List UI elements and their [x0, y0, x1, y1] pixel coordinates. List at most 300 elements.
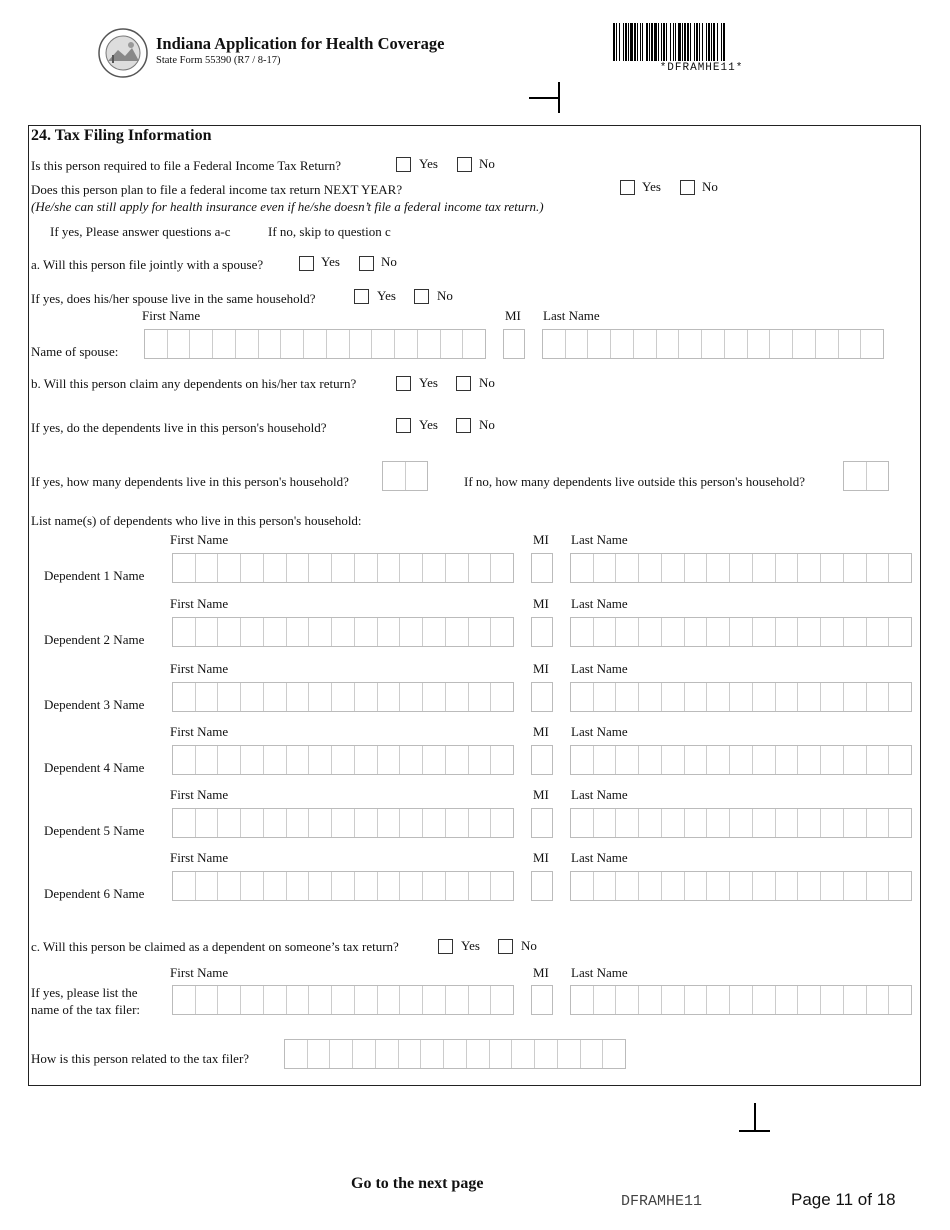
character-cell[interactable] — [603, 1040, 625, 1068]
character-cell[interactable] — [355, 554, 378, 582]
character-cell[interactable] — [423, 872, 446, 900]
character-cell[interactable] — [418, 330, 441, 358]
character-cell[interactable] — [821, 809, 844, 837]
character-cell[interactable] — [616, 809, 639, 837]
character-cell[interactable] — [594, 618, 617, 646]
character-cell[interactable] — [616, 618, 639, 646]
character-cell[interactable] — [400, 809, 423, 837]
character-cell[interactable] — [662, 683, 685, 711]
character-cell[interactable] — [753, 872, 776, 900]
character-cell[interactable] — [400, 683, 423, 711]
dependent-4-mi-input[interactable] — [531, 745, 553, 775]
character-cell[interactable] — [241, 872, 264, 900]
character-cell[interactable] — [730, 683, 753, 711]
spouse-household-yes-checkbox[interactable] — [354, 289, 369, 304]
character-cell[interactable] — [236, 330, 259, 358]
spouse-last-name-input[interactable] — [542, 329, 884, 359]
character-cell[interactable] — [378, 683, 401, 711]
character-cell[interactable] — [469, 872, 492, 900]
character-cell[interactable] — [196, 683, 219, 711]
character-cell[interactable] — [844, 872, 867, 900]
character-cell[interactable] — [685, 809, 708, 837]
character-cell[interactable] — [378, 986, 401, 1014]
tax-filer-first-name-input[interactable] — [172, 985, 514, 1015]
character-cell[interactable] — [639, 618, 662, 646]
character-cell[interactable] — [532, 746, 552, 774]
character-cell[interactable] — [423, 809, 446, 837]
character-cell[interactable] — [558, 1040, 581, 1068]
character-cell[interactable] — [730, 746, 753, 774]
character-cell[interactable] — [616, 872, 639, 900]
character-cell[interactable] — [308, 1040, 331, 1068]
character-cell[interactable] — [309, 872, 332, 900]
character-cell[interactable] — [395, 330, 418, 358]
character-cell[interactable] — [798, 986, 821, 1014]
character-cell[interactable] — [753, 986, 776, 1014]
character-cell[interactable] — [679, 330, 702, 358]
character-cell[interactable] — [491, 986, 513, 1014]
character-cell[interactable] — [287, 683, 310, 711]
character-cell[interactable] — [491, 683, 513, 711]
character-cell[interactable] — [446, 872, 469, 900]
character-cell[interactable] — [400, 872, 423, 900]
character-cell[interactable] — [594, 809, 617, 837]
character-cell[interactable] — [532, 554, 552, 582]
character-cell[interactable] — [469, 809, 492, 837]
character-cell[interactable] — [662, 809, 685, 837]
character-cell[interactable] — [707, 554, 730, 582]
dependent-5-first-name-input[interactable] — [172, 808, 514, 838]
character-cell[interactable] — [594, 554, 617, 582]
character-cell[interactable] — [423, 986, 446, 1014]
character-cell[interactable] — [639, 986, 662, 1014]
character-cell[interactable] — [173, 746, 196, 774]
character-cell[interactable] — [532, 618, 552, 646]
character-cell[interactable] — [594, 872, 617, 900]
character-cell[interactable] — [264, 618, 287, 646]
character-cell[interactable] — [867, 618, 890, 646]
dependent-1-first-name-input[interactable] — [172, 553, 514, 583]
character-cell[interactable] — [173, 872, 196, 900]
character-cell[interactable] — [730, 986, 753, 1014]
character-cell[interactable] — [889, 872, 911, 900]
character-cell[interactable] — [571, 746, 594, 774]
character-cell[interactable] — [264, 554, 287, 582]
character-cell[interactable] — [889, 683, 911, 711]
character-cell[interactable] — [685, 872, 708, 900]
character-cell[interactable] — [685, 618, 708, 646]
character-cell[interactable] — [889, 554, 911, 582]
character-cell[interactable] — [844, 554, 867, 582]
character-cell[interactable] — [173, 986, 196, 1014]
character-cell[interactable] — [730, 618, 753, 646]
character-cell[interactable] — [304, 330, 327, 358]
character-cell[interactable] — [383, 462, 406, 490]
character-cell[interactable] — [844, 746, 867, 774]
spouse-mi-input[interactable] — [503, 329, 525, 359]
character-cell[interactable] — [707, 986, 730, 1014]
character-cell[interactable] — [173, 683, 196, 711]
dependent-3-first-name-input[interactable] — [172, 682, 514, 712]
character-cell[interactable] — [616, 986, 639, 1014]
character-cell[interactable] — [798, 746, 821, 774]
character-cell[interactable] — [423, 746, 446, 774]
character-cell[interactable] — [309, 618, 332, 646]
character-cell[interactable] — [490, 1040, 513, 1068]
dependent-1-mi-input[interactable] — [531, 553, 553, 583]
character-cell[interactable] — [634, 330, 657, 358]
character-cell[interactable] — [662, 746, 685, 774]
character-cell[interactable] — [730, 554, 753, 582]
dependent-5-last-name-input[interactable] — [570, 808, 912, 838]
dependent-6-mi-input[interactable] — [531, 871, 553, 901]
character-cell[interactable] — [309, 986, 332, 1014]
character-cell[interactable] — [707, 809, 730, 837]
character-cell[interactable] — [446, 618, 469, 646]
character-cell[interactable] — [571, 809, 594, 837]
character-cell[interactable] — [839, 330, 862, 358]
character-cell[interactable] — [776, 986, 799, 1014]
character-cell[interactable] — [571, 986, 594, 1014]
character-cell[interactable] — [512, 1040, 535, 1068]
character-cell[interactable] — [798, 554, 821, 582]
character-cell[interactable] — [707, 618, 730, 646]
character-cell[interactable] — [770, 330, 793, 358]
character-cell[interactable] — [190, 330, 213, 358]
character-cell[interactable] — [707, 872, 730, 900]
character-cell[interactable] — [707, 746, 730, 774]
character-cell[interactable] — [776, 872, 799, 900]
character-cell[interactable] — [309, 554, 332, 582]
character-cell[interactable] — [400, 746, 423, 774]
character-cell[interactable] — [566, 330, 589, 358]
character-cell[interactable] — [594, 683, 617, 711]
character-cell[interactable] — [867, 809, 890, 837]
character-cell[interactable] — [241, 554, 264, 582]
character-cell[interactable] — [196, 872, 219, 900]
character-cell[interactable] — [798, 618, 821, 646]
character-cell[interactable] — [821, 986, 844, 1014]
character-cell[interactable] — [491, 809, 513, 837]
dependents-household-yes-checkbox[interactable] — [396, 418, 411, 433]
character-cell[interactable] — [378, 872, 401, 900]
character-cell[interactable] — [196, 554, 219, 582]
character-cell[interactable] — [241, 809, 264, 837]
character-cell[interactable] — [309, 746, 332, 774]
character-cell[interactable] — [639, 872, 662, 900]
character-cell[interactable] — [821, 618, 844, 646]
character-cell[interactable] — [463, 330, 485, 358]
character-cell[interactable] — [639, 746, 662, 774]
character-cell[interactable] — [844, 809, 867, 837]
character-cell[interactable] — [821, 872, 844, 900]
character-cell[interactable] — [332, 554, 355, 582]
character-cell[interactable] — [889, 746, 911, 774]
character-cell[interactable] — [259, 330, 282, 358]
character-cell[interactable] — [378, 554, 401, 582]
character-cell[interactable] — [707, 683, 730, 711]
character-cell[interactable] — [776, 746, 799, 774]
character-cell[interactable] — [332, 872, 355, 900]
character-cell[interactable] — [844, 462, 867, 490]
character-cell[interactable] — [616, 554, 639, 582]
character-cell[interactable] — [685, 746, 708, 774]
character-cell[interactable] — [287, 618, 310, 646]
character-cell[interactable] — [748, 330, 771, 358]
tax-filer-last-name-input[interactable] — [570, 985, 912, 1015]
character-cell[interactable] — [532, 683, 552, 711]
character-cell[interactable] — [332, 809, 355, 837]
character-cell[interactable] — [332, 746, 355, 774]
dependent-3-mi-input[interactable] — [531, 682, 553, 712]
character-cell[interactable] — [218, 554, 241, 582]
character-cell[interactable] — [218, 746, 241, 774]
character-cell[interactable] — [264, 683, 287, 711]
character-cell[interactable] — [332, 986, 355, 1014]
character-cell[interactable] — [639, 809, 662, 837]
character-cell[interactable] — [753, 746, 776, 774]
dependent-6-last-name-input[interactable] — [570, 871, 912, 901]
character-cell[interactable] — [662, 872, 685, 900]
dependent-2-last-name-input[interactable] — [570, 617, 912, 647]
dependent-3-last-name-input[interactable] — [570, 682, 912, 712]
dependent-2-first-name-input[interactable] — [172, 617, 514, 647]
character-cell[interactable] — [264, 872, 287, 900]
character-cell[interactable] — [616, 683, 639, 711]
jointly-yes-checkbox[interactable] — [299, 256, 314, 271]
character-cell[interactable] — [441, 330, 464, 358]
character-cell[interactable] — [355, 746, 378, 774]
character-cell[interactable] — [798, 872, 821, 900]
character-cell[interactable] — [491, 872, 513, 900]
character-cell[interactable] — [581, 1040, 604, 1068]
character-cell[interactable] — [776, 618, 799, 646]
character-cell[interactable] — [776, 809, 799, 837]
character-cell[interactable] — [821, 683, 844, 711]
character-cell[interactable] — [168, 330, 191, 358]
character-cell[interactable] — [241, 683, 264, 711]
character-cell[interactable] — [218, 618, 241, 646]
character-cell[interactable] — [218, 986, 241, 1014]
character-cell[interactable] — [867, 872, 890, 900]
character-cell[interactable] — [355, 618, 378, 646]
character-cell[interactable] — [355, 809, 378, 837]
character-cell[interactable] — [657, 330, 680, 358]
character-cell[interactable] — [639, 554, 662, 582]
character-cell[interactable] — [196, 986, 219, 1014]
character-cell[interactable] — [730, 872, 753, 900]
character-cell[interactable] — [241, 746, 264, 774]
dependent-4-last-name-input[interactable] — [570, 745, 912, 775]
claimed-yes-checkbox[interactable] — [438, 939, 453, 954]
character-cell[interactable] — [867, 554, 890, 582]
next-year-no-checkbox[interactable] — [680, 180, 695, 195]
character-cell[interactable] — [446, 809, 469, 837]
character-cell[interactable] — [532, 809, 552, 837]
character-cell[interactable] — [446, 554, 469, 582]
character-cell[interactable] — [264, 746, 287, 774]
character-cell[interactable] — [218, 683, 241, 711]
character-cell[interactable] — [662, 618, 685, 646]
character-cell[interactable] — [867, 683, 890, 711]
character-cell[interactable] — [423, 618, 446, 646]
character-cell[interactable] — [287, 986, 310, 1014]
dependent-6-first-name-input[interactable] — [172, 871, 514, 901]
character-cell[interactable] — [196, 746, 219, 774]
character-cell[interactable] — [330, 1040, 353, 1068]
character-cell[interactable] — [264, 986, 287, 1014]
character-cell[interactable] — [287, 746, 310, 774]
character-cell[interactable] — [355, 683, 378, 711]
character-cell[interactable] — [469, 554, 492, 582]
character-cell[interactable] — [446, 986, 469, 1014]
character-cell[interactable] — [196, 618, 219, 646]
character-cell[interactable] — [469, 618, 492, 646]
character-cell[interactable] — [844, 683, 867, 711]
character-cell[interactable] — [173, 809, 196, 837]
character-cell[interactable] — [543, 330, 566, 358]
character-cell[interactable] — [867, 462, 889, 490]
character-cell[interactable] — [173, 554, 196, 582]
character-cell[interactable] — [753, 618, 776, 646]
character-cell[interactable] — [213, 330, 236, 358]
character-cell[interactable] — [861, 330, 883, 358]
character-cell[interactable] — [469, 986, 492, 1014]
character-cell[interactable] — [753, 554, 776, 582]
character-cell[interactable] — [844, 618, 867, 646]
file-return-no-checkbox[interactable] — [457, 157, 472, 172]
character-cell[interactable] — [287, 554, 310, 582]
character-cell[interactable] — [400, 554, 423, 582]
character-cell[interactable] — [685, 683, 708, 711]
character-cell[interactable] — [588, 330, 611, 358]
tax-filer-mi-input[interactable] — [531, 985, 553, 1015]
character-cell[interactable] — [702, 330, 725, 358]
dependent-5-mi-input[interactable] — [531, 808, 553, 838]
character-cell[interactable] — [816, 330, 839, 358]
claim-dependents-yes-checkbox[interactable] — [396, 376, 411, 391]
character-cell[interactable] — [491, 554, 513, 582]
file-return-yes-checkbox[interactable] — [396, 157, 411, 172]
character-cell[interactable] — [793, 330, 816, 358]
character-cell[interactable] — [218, 809, 241, 837]
character-cell[interactable] — [889, 809, 911, 837]
character-cell[interactable] — [821, 554, 844, 582]
character-cell[interactable] — [355, 986, 378, 1014]
character-cell[interactable] — [535, 1040, 558, 1068]
character-cell[interactable] — [467, 1040, 490, 1068]
character-cell[interactable] — [285, 1040, 308, 1068]
character-cell[interactable] — [196, 809, 219, 837]
character-cell[interactable] — [571, 554, 594, 582]
character-cell[interactable] — [281, 330, 304, 358]
character-cell[interactable] — [378, 809, 401, 837]
dependent-2-mi-input[interactable] — [531, 617, 553, 647]
character-cell[interactable] — [798, 809, 821, 837]
count-outside-input[interactable] — [843, 461, 889, 491]
character-cell[interactable] — [469, 683, 492, 711]
character-cell[interactable] — [504, 330, 524, 358]
character-cell[interactable] — [611, 330, 634, 358]
character-cell[interactable] — [264, 809, 287, 837]
character-cell[interactable] — [327, 330, 350, 358]
character-cell[interactable] — [571, 683, 594, 711]
character-cell[interactable] — [639, 683, 662, 711]
character-cell[interactable] — [889, 618, 911, 646]
dependent-4-first-name-input[interactable] — [172, 745, 514, 775]
character-cell[interactable] — [241, 618, 264, 646]
character-cell[interactable] — [844, 986, 867, 1014]
claim-dependents-no-checkbox[interactable] — [456, 376, 471, 391]
character-cell[interactable] — [353, 1040, 376, 1068]
character-cell[interactable] — [594, 986, 617, 1014]
character-cell[interactable] — [332, 618, 355, 646]
jointly-no-checkbox[interactable] — [359, 256, 374, 271]
character-cell[interactable] — [798, 683, 821, 711]
character-cell[interactable] — [399, 1040, 422, 1068]
character-cell[interactable] — [218, 872, 241, 900]
character-cell[interactable] — [594, 746, 617, 774]
next-year-yes-checkbox[interactable] — [620, 180, 635, 195]
character-cell[interactable] — [685, 554, 708, 582]
character-cell[interactable] — [889, 986, 911, 1014]
character-cell[interactable] — [532, 872, 552, 900]
character-cell[interactable] — [309, 809, 332, 837]
character-cell[interactable] — [423, 683, 446, 711]
character-cell[interactable] — [241, 986, 264, 1014]
character-cell[interactable] — [145, 330, 168, 358]
character-cell[interactable] — [173, 618, 196, 646]
character-cell[interactable] — [446, 746, 469, 774]
character-cell[interactable] — [571, 872, 594, 900]
character-cell[interactable] — [776, 683, 799, 711]
character-cell[interactable] — [469, 746, 492, 774]
character-cell[interactable] — [400, 986, 423, 1014]
character-cell[interactable] — [685, 986, 708, 1014]
claimed-no-checkbox[interactable] — [498, 939, 513, 954]
character-cell[interactable] — [444, 1040, 467, 1068]
character-cell[interactable] — [730, 809, 753, 837]
character-cell[interactable] — [309, 683, 332, 711]
character-cell[interactable] — [421, 1040, 444, 1068]
dependent-1-last-name-input[interactable] — [570, 553, 912, 583]
character-cell[interactable] — [446, 683, 469, 711]
dependents-household-no-checkbox[interactable] — [456, 418, 471, 433]
character-cell[interactable] — [662, 986, 685, 1014]
relation-tax-filer-input[interactable] — [284, 1039, 626, 1069]
character-cell[interactable] — [372, 330, 395, 358]
character-cell[interactable] — [287, 872, 310, 900]
character-cell[interactable] — [662, 554, 685, 582]
character-cell[interactable] — [376, 1040, 399, 1068]
character-cell[interactable] — [571, 618, 594, 646]
character-cell[interactable] — [355, 872, 378, 900]
character-cell[interactable] — [332, 683, 355, 711]
character-cell[interactable] — [725, 330, 748, 358]
character-cell[interactable] — [821, 746, 844, 774]
character-cell[interactable] — [867, 986, 890, 1014]
character-cell[interactable] — [406, 462, 428, 490]
character-cell[interactable] — [350, 330, 373, 358]
character-cell[interactable] — [491, 746, 513, 774]
character-cell[interactable] — [400, 618, 423, 646]
character-cell[interactable] — [423, 554, 446, 582]
spouse-household-no-checkbox[interactable] — [414, 289, 429, 304]
character-cell[interactable] — [867, 746, 890, 774]
character-cell[interactable] — [776, 554, 799, 582]
character-cell[interactable] — [753, 683, 776, 711]
character-cell[interactable] — [378, 746, 401, 774]
